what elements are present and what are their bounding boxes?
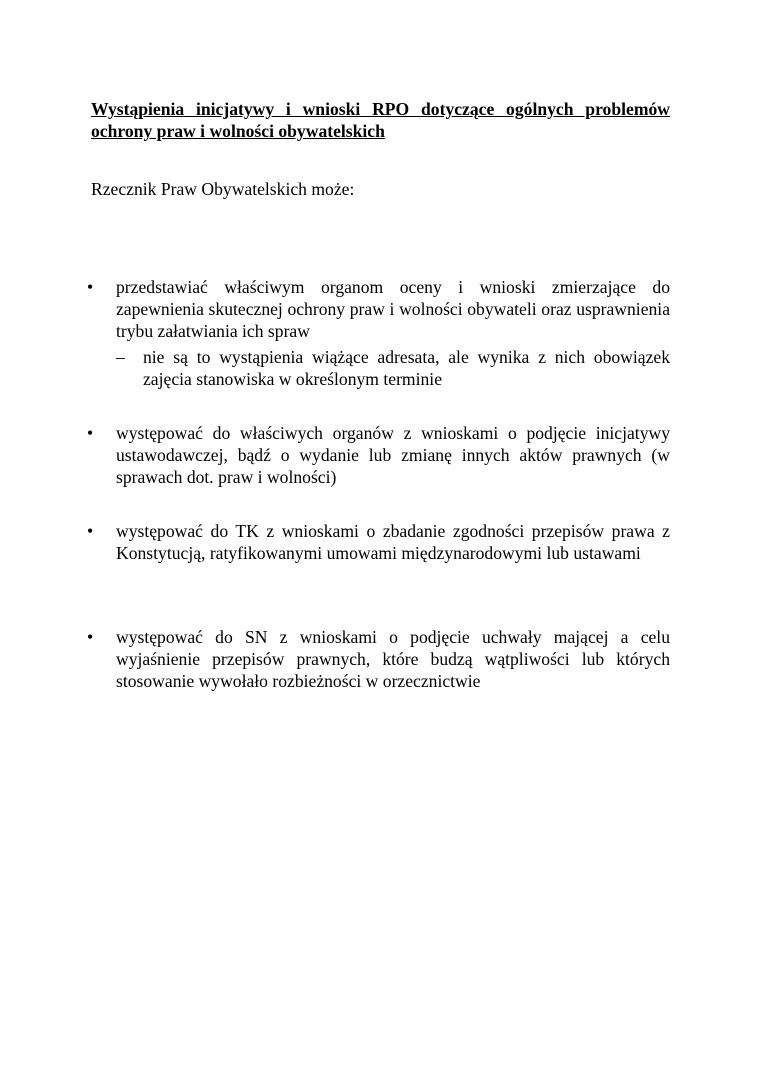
sub-list-item [91, 346, 670, 390]
list-item-text: występować do właściwych organów z wnioskami o podjęcie inicjatywy ustawodawczej, bądź o wydanie lub zmianę innych aktów prawnych (w sprawach dot. praw i wolności) [116, 423, 670, 487]
document-content [87, 98, 670, 691]
bullet-icon: • [87, 277, 94, 297]
dash-icon: – [116, 347, 125, 367]
list-item [87, 626, 670, 692]
list-item-text: występować do TK z wnioskami o zbadanie zgodności przepisów prawa z Konstytucją, ratyfikowanymi umowami międzynarodowymi lub ustawami [116, 521, 670, 563]
list-item-text: przedstawiać właściwym organom oceny i wnioski zmierzające do zapewnienia skutecznej ochrony praw i wolności obywateli oraz usprawnienia trybu załatwiania ich spraw [116, 277, 670, 341]
bullet-icon: • [87, 423, 94, 443]
intro-text: Rzecznik Praw Obywatelskich może: [91, 179, 355, 199]
list-item [87, 520, 670, 564]
bullet-icon: • [87, 627, 94, 647]
sub-list-item-text: nie są to wystąpienia wiążące adresata, ale wynika z nich obowiązek zajęcia stanowiska w określonym terminie [143, 347, 670, 389]
document-heading: Wystąpienia inicjatywy i wnioski RPO dotyczące ogólnych problemów ochrony praw i wolności obywatelskich [91, 99, 670, 141]
bullet-icon: • [87, 521, 94, 541]
list-item-text: występować do SN z wnioskami o podjęcie uchwały mającej a celu wyjaśnienie przepisów prawnych, które budzą wątpliwości lub których stosowanie wywołało rozbieżności w orzecznictwie [116, 627, 670, 691]
list-item [87, 422, 670, 488]
list-item [87, 276, 670, 390]
